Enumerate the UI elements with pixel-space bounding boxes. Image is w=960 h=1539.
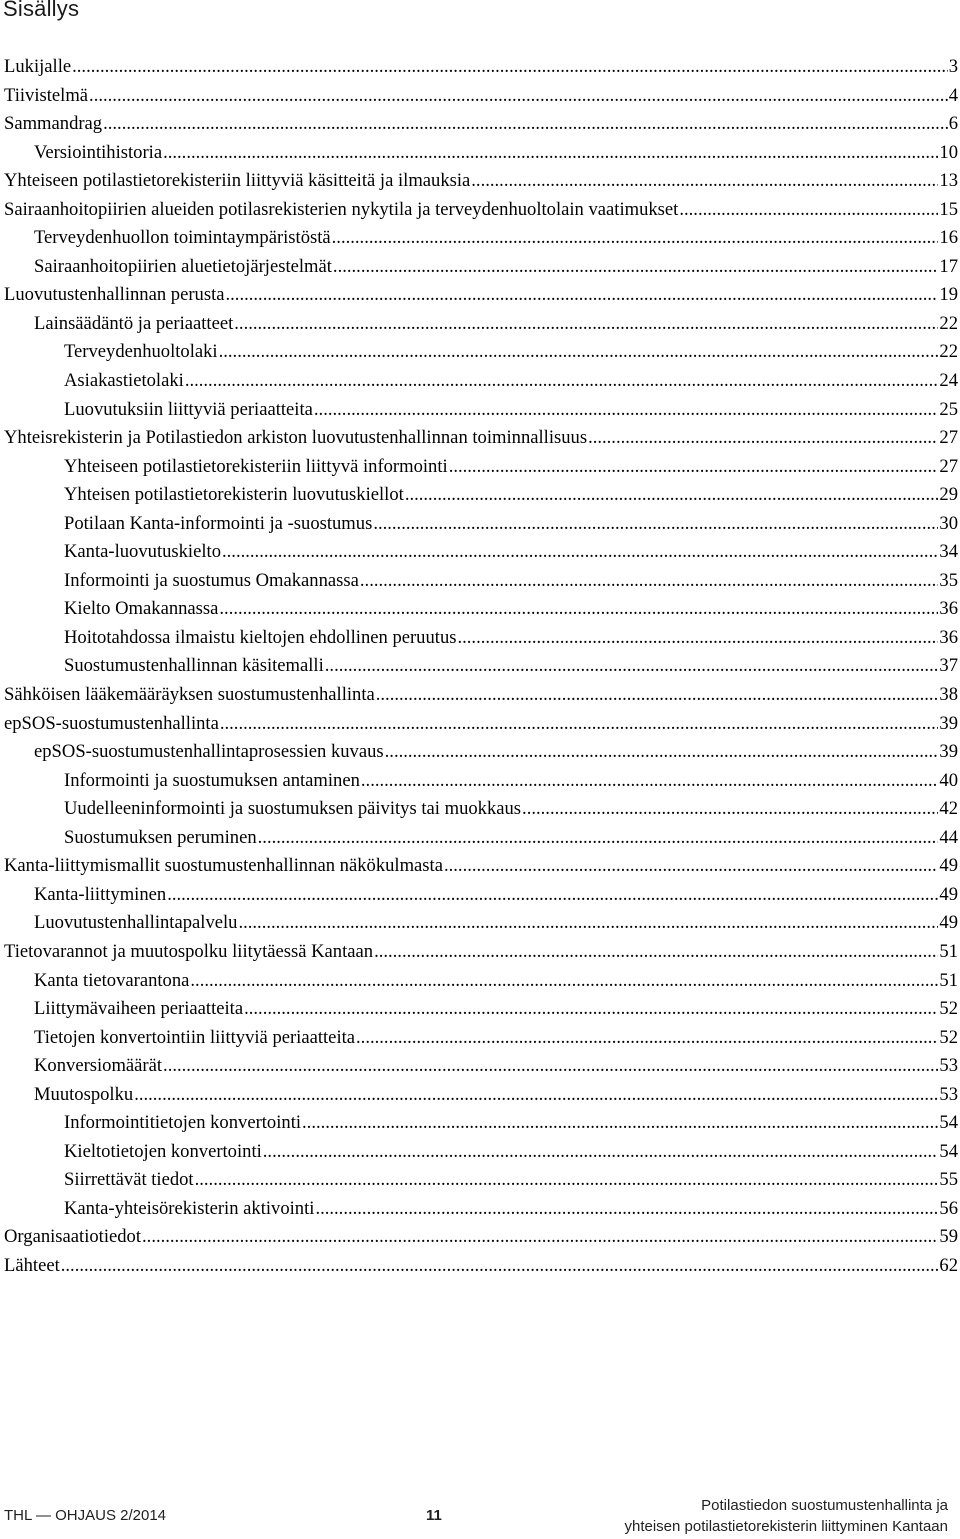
toc-dot-leader — [220, 713, 939, 735]
toc-dot-leader — [258, 827, 939, 849]
toc-entry-page: 10 — [939, 141, 958, 163]
toc-entry[interactable] — [4, 1112, 960, 1141]
toc-entry-page: 52 — [939, 1026, 958, 1048]
toc-dot-leader — [72, 56, 948, 78]
toc-entry-page: 51 — [939, 940, 958, 962]
toc-dot-leader — [314, 399, 939, 421]
page-footer — [0, 1494, 960, 1539]
toc-entry-page: 16 — [939, 227, 958, 249]
toc-dot-leader — [234, 313, 938, 335]
toc-entry[interactable] — [4, 684, 960, 713]
toc-dot-leader — [142, 1226, 938, 1248]
toc-entry-title: Kanta-yhteisörekisterin aktivointi — [64, 1197, 315, 1219]
toc-entry-page: 29 — [939, 484, 958, 506]
toc-entry[interactable] — [4, 370, 960, 399]
toc-entry-title: epSOS-suostumustenhallinta — [4, 712, 219, 734]
toc-entry-page: 49 — [939, 855, 958, 877]
toc-entry-page: 34 — [939, 541, 958, 563]
toc-dot-leader — [385, 741, 939, 763]
toc-entry-page: 17 — [939, 255, 958, 277]
toc-dot-leader — [373, 513, 938, 535]
toc-dot-leader — [163, 142, 938, 164]
toc-dot-leader — [244, 998, 938, 1020]
toc-entry-page: 19 — [939, 284, 958, 306]
toc-entry[interactable] — [4, 912, 960, 941]
toc-entry-page: 24 — [939, 370, 958, 392]
toc-entry[interactable] — [4, 142, 960, 171]
toc-entry-page: 36 — [939, 598, 958, 620]
toc-entry-page: 37 — [939, 655, 958, 677]
toc-entry[interactable] — [4, 399, 960, 428]
toc-entry[interactable] — [4, 970, 960, 999]
toc-dot-leader — [103, 113, 948, 135]
toc-entry[interactable] — [4, 713, 960, 742]
toc-dot-leader — [238, 912, 938, 934]
toc-entry[interactable] — [4, 1055, 960, 1084]
toc-dot-leader — [226, 284, 939, 306]
toc-entry[interactable] — [4, 1084, 960, 1113]
toc-entry-page: 36 — [939, 626, 958, 648]
footer-page-number: 11 — [426, 1507, 442, 1524]
toc-entry[interactable] — [4, 827, 960, 856]
toc-entry-title: Terveydenhuoltolaki — [64, 341, 218, 363]
toc-entry-title: Informointitietojen konvertointi — [64, 1112, 302, 1134]
toc-entry-title: Sairaanhoitopiirien aluetietojärjestelmät — [34, 255, 332, 277]
toc-entry-title: Liittymävaiheen periaatteita — [34, 998, 244, 1020]
toc-entry-title: Kanta-luovutuskielto — [64, 541, 221, 563]
toc-entry[interactable] — [4, 1255, 960, 1284]
toc-dot-leader — [522, 798, 938, 820]
toc-dot-leader — [449, 456, 939, 478]
toc-entry-title: Yhteiseen potilastietorekisteriin liittyvä informointi — [64, 455, 448, 477]
toc-entry[interactable] — [4, 798, 960, 827]
toc-entry-page: 35 — [939, 569, 958, 591]
toc-entry-page: 39 — [939, 741, 958, 763]
toc-entry-title: Lukijalle — [4, 56, 72, 77]
toc-entry[interactable] — [4, 741, 960, 770]
toc-entry[interactable] — [4, 541, 960, 570]
toc-entry-page: 39 — [939, 712, 958, 734]
toc-entry[interactable] — [4, 113, 960, 142]
toc-entry-title: Sairaanhoitopiirien alueiden potilasrekisterien nykytila ja terveydenhuoltolain vaatimukset — [4, 198, 679, 220]
toc-entry[interactable] — [4, 484, 960, 513]
toc-dot-leader — [219, 341, 939, 363]
toc-entry-page: 38 — [939, 684, 958, 706]
toc-dot-leader — [222, 541, 938, 563]
toc-entry-title: Yhteisen potilastietorekisterin luovutuskiellot — [64, 484, 404, 506]
toc-entry-page: 22 — [939, 341, 958, 363]
toc-entry-title: epSOS-suostumustenhallintaprosessien kuvaus — [34, 741, 384, 763]
toc-entry-title: Kielto Omakannassa — [64, 598, 219, 620]
toc-entry-page: 4 — [948, 84, 958, 106]
toc-dot-leader — [315, 1198, 938, 1220]
toc-entry-title: Tietojen konvertointiin liittyviä periaatteita — [34, 1026, 356, 1048]
toc-entry-page: 55 — [939, 1169, 958, 1191]
toc-entry-page: 53 — [939, 1055, 958, 1077]
toc-dot-leader — [61, 1255, 939, 1277]
page-title: Sisällys — [3, 0, 80, 21]
toc-dot-leader — [374, 941, 938, 963]
toc-entry[interactable] — [4, 313, 960, 342]
toc-entry-title: Asiakastietolaki — [64, 370, 184, 392]
toc-entry-page: 30 — [939, 512, 958, 534]
toc-entry[interactable] — [4, 1169, 960, 1198]
toc-dot-leader — [219, 598, 938, 620]
toc-entry[interactable] — [4, 427, 960, 456]
toc-entry-title: Luovutustenhallintapalvelu — [34, 912, 238, 934]
toc-entry[interactable] — [4, 998, 960, 1027]
toc-entry-title: Tietovarannot ja muutospolku liitytäessä Kantaan — [4, 940, 374, 962]
toc-entry-title: Suostumustenhallinnan käsitemalli — [64, 655, 324, 677]
toc-entry-title: Potilaan Kanta-informointi ja -suostumus — [64, 512, 373, 534]
toc-entry-title: Suostumuksen peruminen — [64, 826, 257, 848]
toc-dot-leader — [302, 1112, 938, 1134]
toc-entry[interactable] — [4, 627, 960, 656]
footer-title-line-2: yhteisen potilastietorekisterin liittyminen Kantaan — [624, 1518, 948, 1535]
toc-entry-page: 54 — [939, 1112, 958, 1134]
toc-entry-title: Informointi ja suostumuksen antaminen — [64, 769, 360, 791]
toc-dot-leader — [457, 627, 938, 649]
toc-entry[interactable] — [4, 170, 960, 199]
toc-entry-title: Sähköisen lääkemääräyksen suostumustenhallinta — [4, 684, 375, 706]
toc-entry-title: Uudelleeninformointi ja suostumuksen päivitys tai muokkaus — [64, 798, 522, 820]
toc-entry[interactable] — [4, 513, 960, 542]
toc-entry-page: 59 — [939, 1226, 958, 1248]
toc-entry-page: 40 — [939, 769, 958, 791]
toc-entry[interactable] — [4, 855, 960, 884]
toc-entry-page: 44 — [939, 826, 958, 848]
toc-entry-page: 13 — [939, 170, 958, 192]
toc-dot-leader — [333, 256, 938, 278]
toc-entry[interactable] — [4, 598, 960, 627]
toc-entry[interactable] — [4, 456, 960, 485]
toc-entry-title: Lainsäädäntö ja periaatteet — [34, 312, 234, 334]
toc-entry-page: 52 — [939, 998, 958, 1020]
toc-dot-leader — [134, 1084, 938, 1106]
toc-entry-title: Tiivistelmä — [4, 84, 89, 106]
footer-document-title — [624, 1495, 948, 1537]
toc-entry-title: Informointi ja suostumus Omakannassa — [64, 569, 359, 591]
toc-entry-page: 22 — [939, 312, 958, 334]
toc-entry-title: Yhteisrekisterin ja Potilastiedon arkiston luovutustenhallinnan toiminnallisuus — [4, 427, 588, 449]
toc-entry-title: Luovutuksiin liittyviä periaatteita — [64, 398, 313, 420]
toc-entry-page: 27 — [939, 427, 958, 449]
toc-entry-page: 53 — [939, 1083, 958, 1105]
toc-entry[interactable] — [4, 256, 960, 285]
toc-entry-title: Lähteet — [4, 1254, 60, 1276]
toc-entry[interactable] — [4, 1198, 960, 1227]
toc-entry-title: Luovutustenhallinnan perusta — [4, 284, 225, 306]
toc-entry-page: 54 — [939, 1140, 958, 1162]
toc-entry-title: Sammandrag — [4, 113, 103, 135]
toc-entry-title: Kanta-liittyminen — [34, 883, 167, 905]
toc-entry[interactable] — [4, 341, 960, 370]
toc-entry-page: 42 — [939, 798, 958, 820]
toc-dot-leader — [325, 655, 939, 677]
toc-entry[interactable] — [4, 570, 960, 599]
toc-entry[interactable] — [4, 884, 960, 913]
toc-entry-title: Organisaatiotiedot — [4, 1226, 142, 1248]
toc-entry-page: 49 — [939, 883, 958, 905]
toc-entry-title: Versiointihistoria — [34, 141, 163, 163]
toc-dot-leader — [190, 970, 938, 992]
toc-entry-title: Terveydenhuollon toimintaympäristöstä — [34, 227, 331, 249]
toc-dot-leader — [588, 427, 938, 449]
footer-publication: THL — OHJAUS 2/2014 — [4, 1507, 167, 1524]
toc-dot-leader — [195, 1169, 939, 1191]
toc-entry[interactable] — [4, 1141, 960, 1170]
toc-dot-leader — [356, 1027, 938, 1049]
toc-entry-page: 6 — [948, 113, 958, 135]
toc-entry[interactable] — [4, 1027, 960, 1056]
table-of-contents — [4, 56, 960, 1284]
toc-dot-leader — [405, 484, 939, 506]
toc-entry-page: 3 — [948, 56, 958, 77]
toc-entry[interactable] — [4, 770, 960, 799]
toc-entry-title: Siirrettävät tiedot — [64, 1169, 194, 1191]
toc-entry-title: Hoitotahdossa ilmaistu kieltojen ehdollinen peruutus — [64, 626, 457, 648]
toc-dot-leader — [376, 684, 939, 706]
toc-entry[interactable] — [4, 199, 960, 228]
toc-entry-title: Kanta-liittymismallit suostumustenhallinnan näkökulmasta — [4, 855, 443, 877]
toc-dot-leader — [679, 199, 938, 221]
toc-entry-page: 56 — [939, 1197, 958, 1219]
toc-dot-leader — [167, 884, 938, 906]
toc-entry-title: Muutospolku — [34, 1083, 134, 1105]
toc-entry-page: 51 — [939, 969, 958, 991]
toc-dot-leader — [263, 1141, 939, 1163]
toc-dot-leader — [360, 570, 939, 592]
toc-entry[interactable] — [4, 284, 960, 313]
footer-title-line-1: Potilastiedon suostumustenhallinta ja — [701, 1497, 948, 1514]
toc-dot-leader — [444, 855, 938, 877]
toc-entry-title: Konversiomäärät — [34, 1055, 163, 1077]
toc-entry-title: Kieltotietojen konvertointi — [64, 1140, 262, 1162]
toc-entry-title: Yhteiseen potilastietorekisteriin liittyviä käsitteitä ja ilmauksia — [4, 170, 471, 192]
toc-entry-page: 15 — [939, 198, 958, 220]
toc-dot-leader — [163, 1055, 938, 1077]
toc-entry[interactable] — [4, 227, 960, 256]
toc-entry-page: 49 — [939, 912, 958, 934]
toc-dot-leader — [471, 170, 938, 192]
toc-entry[interactable] — [4, 941, 960, 970]
toc-dot-leader — [89, 85, 948, 107]
toc-entry[interactable] — [4, 1226, 960, 1255]
toc-entry[interactable] — [4, 56, 960, 85]
toc-entry-page: 27 — [939, 455, 958, 477]
toc-dot-leader — [185, 370, 939, 392]
toc-dot-leader — [332, 227, 939, 249]
toc-entry[interactable] — [4, 655, 960, 684]
toc-entry-page: 25 — [939, 398, 958, 420]
toc-dot-leader — [361, 770, 939, 792]
toc-entry-title: Kanta tietovarantona — [34, 969, 190, 991]
toc-entry-page: 62 — [939, 1254, 958, 1276]
toc-entry[interactable] — [4, 85, 960, 114]
